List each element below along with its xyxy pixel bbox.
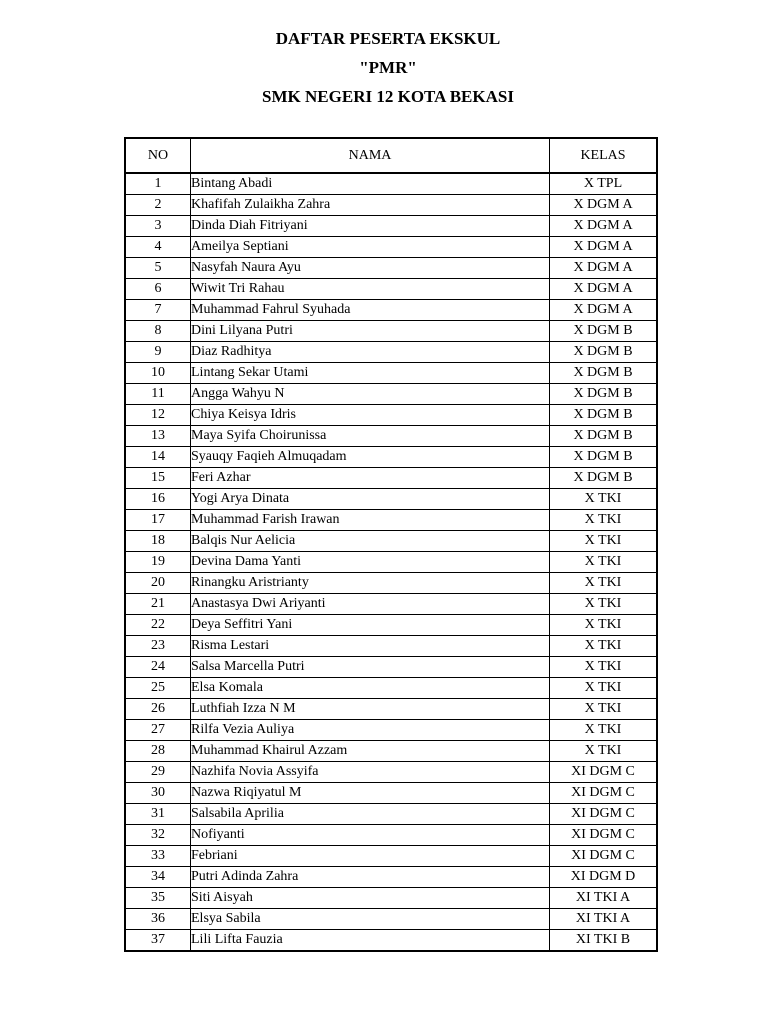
row-number: 16 (125, 489, 191, 510)
table-row (125, 195, 657, 216)
participant-name: Feri Azhar (191, 468, 550, 489)
title-line-list-name: DAFTAR PESERTA EKSKUL (275, 29, 501, 48)
row-number: 33 (125, 846, 191, 867)
participant-name: Luthfiah Izza N M (191, 699, 550, 720)
row-number: 29 (125, 762, 191, 783)
row-number: 14 (125, 447, 191, 468)
row-number: 3 (125, 216, 191, 237)
column-header-kelas: KELAS (550, 138, 658, 173)
table-row (125, 594, 657, 615)
participant-class: X DGM B (550, 405, 658, 426)
table-row (125, 237, 657, 258)
participant-name: Muhammad Farish Irawan (191, 510, 550, 531)
row-number: 4 (125, 237, 191, 258)
participant-name: Siti Aisyah (191, 888, 550, 909)
participant-name: Maya Syifa Choirunissa (191, 426, 550, 447)
participant-class: X DGM A (550, 237, 658, 258)
participant-name: Lintang Sekar Utami (191, 363, 550, 384)
row-number: 32 (125, 825, 191, 846)
participant-class: X DGM B (550, 321, 658, 342)
participant-name: Muhammad Khairul Azzam (191, 741, 550, 762)
table-row (125, 405, 657, 426)
participant-class: X TKI (550, 531, 658, 552)
participant-name: Salsabila Aprilia (191, 804, 550, 825)
row-number: 34 (125, 867, 191, 888)
participant-name: Khafifah Zulaikha Zahra (191, 195, 550, 216)
table-row (125, 720, 657, 741)
participant-name: Ameilya Septiani (191, 237, 550, 258)
table-row (125, 363, 657, 384)
table-row (125, 657, 657, 678)
participant-name: Angga Wahyu N (191, 384, 550, 405)
participant-name: Syauqy Faqieh Almuqadam (191, 447, 550, 468)
document-title (0, 24, 768, 111)
column-header-no: NO (125, 138, 191, 173)
participant-class: X TKI (550, 636, 658, 657)
row-number: 2 (125, 195, 191, 216)
table-row (125, 321, 657, 342)
table-row (125, 447, 657, 468)
row-number: 23 (125, 636, 191, 657)
participant-class: XI DGM C (550, 804, 658, 825)
table-row (125, 783, 657, 804)
participant-class: X TKI (550, 489, 658, 510)
table-row (125, 531, 657, 552)
participant-class: X DGM B (550, 468, 658, 489)
row-number: 12 (125, 405, 191, 426)
participant-class: X DGM A (550, 300, 658, 321)
participant-class: X DGM A (550, 195, 658, 216)
table-row (125, 258, 657, 279)
row-number: 11 (125, 384, 191, 405)
row-number: 5 (125, 258, 191, 279)
participant-class: X DGM A (550, 258, 658, 279)
participant-name: Febriani (191, 846, 550, 867)
participant-table (124, 137, 658, 952)
table-row (125, 636, 657, 657)
participant-name: Elsya Sabila (191, 909, 550, 930)
participant-name: Putri Adinda Zahra (191, 867, 550, 888)
row-number: 37 (125, 930, 191, 952)
table-row (125, 468, 657, 489)
participant-name: Dini Lilyana Putri (191, 321, 550, 342)
table-row (125, 615, 657, 636)
table-header-row (125, 138, 657, 173)
table-row (125, 804, 657, 825)
participant-class: XI DGM C (550, 846, 658, 867)
table-row (125, 741, 657, 762)
participant-class: XI TKI A (550, 909, 658, 930)
participant-class: X TKI (550, 615, 658, 636)
table-row (125, 510, 657, 531)
participant-name: Devina Dama Yanti (191, 552, 550, 573)
row-number: 13 (125, 426, 191, 447)
table-row (125, 216, 657, 237)
participant-class: X DGM A (550, 216, 658, 237)
participant-class: XI DGM C (550, 762, 658, 783)
table-row (125, 173, 657, 195)
participant-name: Yogi Arya Dinata (191, 489, 550, 510)
table-row (125, 342, 657, 363)
participant-name: Bintang Abadi (191, 173, 550, 195)
participant-class: X TKI (550, 720, 658, 741)
table-row (125, 867, 657, 888)
table-row (125, 489, 657, 510)
participant-class: XI DGM C (550, 783, 658, 804)
participant-class: X TKI (550, 741, 658, 762)
table-row (125, 762, 657, 783)
table-row (125, 888, 657, 909)
row-number: 8 (125, 321, 191, 342)
participant-class: X TKI (550, 552, 658, 573)
participant-class: XI DGM C (550, 825, 658, 846)
row-number: 9 (125, 342, 191, 363)
row-number: 31 (125, 804, 191, 825)
participant-class: X TKI (550, 678, 658, 699)
row-number: 15 (125, 468, 191, 489)
participant-class: X TKI (550, 573, 658, 594)
participant-name: Muhammad Fahrul Syuhada (191, 300, 550, 321)
table-row (125, 930, 657, 952)
participant-class: X TKI (550, 699, 658, 720)
participant-name: Rinangku Aristrianty (191, 573, 550, 594)
table-row (125, 846, 657, 867)
row-number: 7 (125, 300, 191, 321)
participant-class: X TKI (550, 510, 658, 531)
row-number: 30 (125, 783, 191, 804)
participant-class: X TKI (550, 657, 658, 678)
row-number: 19 (125, 552, 191, 573)
table-row (125, 300, 657, 321)
participant-name: Deya Seffitri Yani (191, 615, 550, 636)
participant-class: X TPL (550, 173, 658, 195)
participant-class: X DGM B (550, 447, 658, 468)
participant-name: Balqis Nur Aelicia (191, 531, 550, 552)
column-header-nama: NAMA (191, 138, 550, 173)
row-number: 26 (125, 699, 191, 720)
participant-class: X DGM B (550, 342, 658, 363)
participant-name: Risma Lestari (191, 636, 550, 657)
participant-class: X DGM A (550, 279, 658, 300)
row-number: 25 (125, 678, 191, 699)
participant-name: Dinda Diah Fitriyani (191, 216, 550, 237)
row-number: 10 (125, 363, 191, 384)
participant-class: XI TKI A (550, 888, 658, 909)
row-number: 17 (125, 510, 191, 531)
table-body (125, 173, 657, 951)
table-row (125, 279, 657, 300)
participant-name: Nasyfah Naura Ayu (191, 258, 550, 279)
participant-class: XI DGM D (550, 867, 658, 888)
participant-name: Lili Lifta Fauzia (191, 930, 550, 952)
title-line-club-name: "PMR" (359, 58, 417, 77)
table-row (125, 552, 657, 573)
table-row (125, 825, 657, 846)
participant-name: Chiya Keisya Idris (191, 405, 550, 426)
row-number: 1 (125, 173, 191, 195)
table-row (125, 909, 657, 930)
participant-class: XI TKI B (550, 930, 658, 952)
row-number: 35 (125, 888, 191, 909)
participant-name: Salsa Marcella Putri (191, 657, 550, 678)
row-number: 18 (125, 531, 191, 552)
participant-name: Nazwa Riqiyatul M (191, 783, 550, 804)
row-number: 28 (125, 741, 191, 762)
participant-class: X DGM B (550, 426, 658, 447)
row-number: 20 (125, 573, 191, 594)
row-number: 21 (125, 594, 191, 615)
row-number: 22 (125, 615, 191, 636)
participant-name: Nofiyanti (191, 825, 550, 846)
title-line-school-name: SMK NEGERI 12 KOTA BEKASI (262, 87, 514, 106)
participant-class: X DGM B (550, 384, 658, 405)
row-number: 36 (125, 909, 191, 930)
participant-name: Diaz Radhitya (191, 342, 550, 363)
participant-name: Wiwit Tri Rahau (191, 279, 550, 300)
participant-class: X DGM B (550, 363, 658, 384)
table-row (125, 384, 657, 405)
participant-class: X TKI (550, 594, 658, 615)
participant-name: Rilfa Vezia Auliya (191, 720, 550, 741)
participant-name: Anastasya Dwi Ariyanti (191, 594, 550, 615)
table-row (125, 678, 657, 699)
row-number: 6 (125, 279, 191, 300)
table-row (125, 426, 657, 447)
participant-name: Elsa Komala (191, 678, 550, 699)
participant-name: Nazhifa Novia Assyifa (191, 762, 550, 783)
row-number: 24 (125, 657, 191, 678)
table-row (125, 573, 657, 594)
row-number: 27 (125, 720, 191, 741)
table-row (125, 699, 657, 720)
